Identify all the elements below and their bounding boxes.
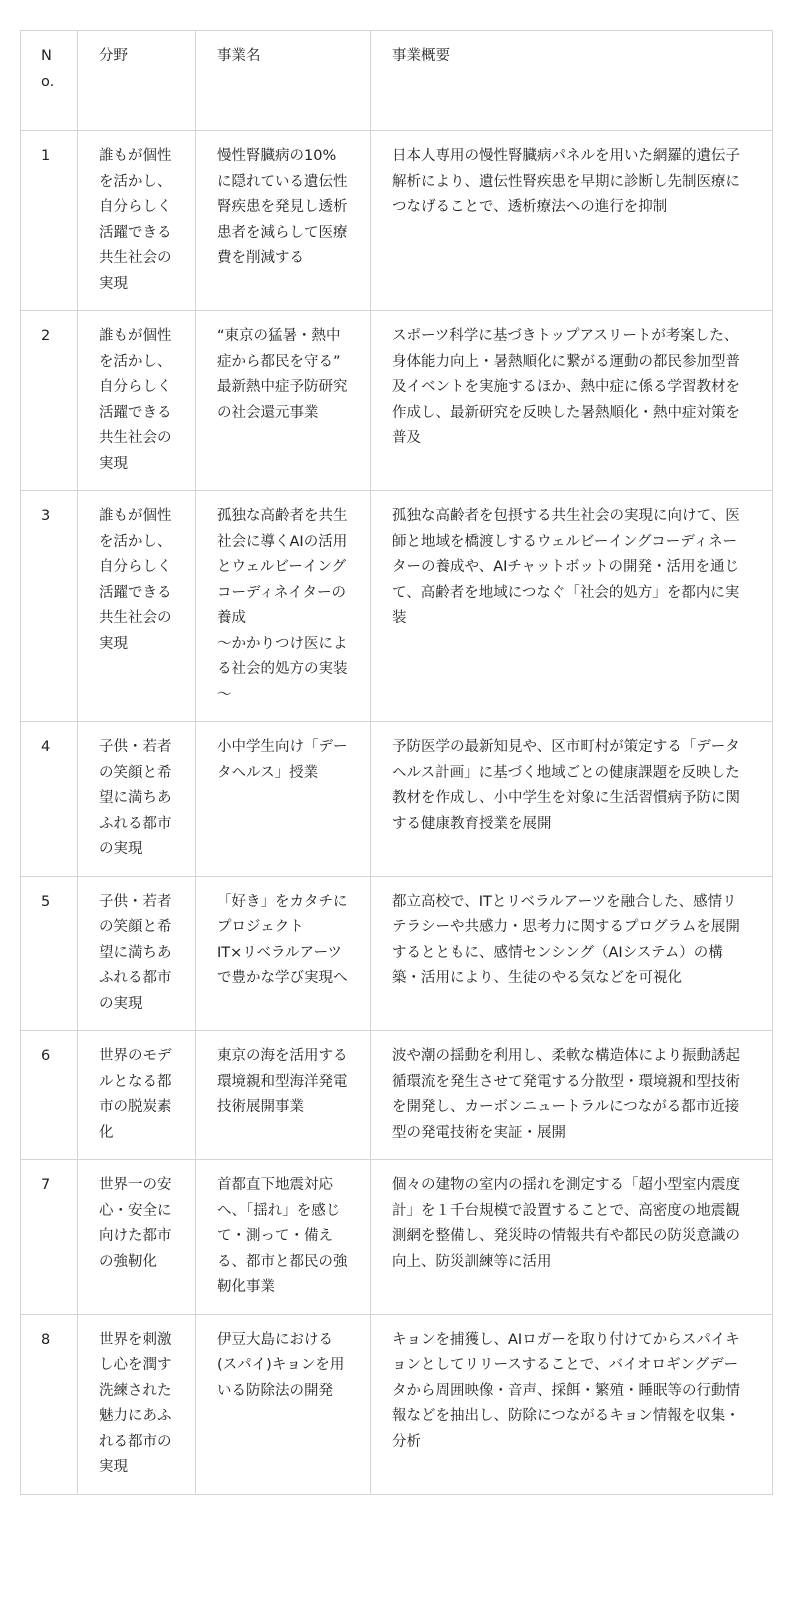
project-name-line: IT×リベラルアーツで豊かな学び実現へ bbox=[217, 944, 348, 986]
project-name-line: 首都直下地震対応へ、「揺れ」を感じて・測って・備える、都市と都民の強靭化事業 bbox=[217, 1177, 348, 1295]
row-project-name bbox=[196, 1160, 371, 1315]
table-row bbox=[21, 131, 773, 311]
row-project-name bbox=[196, 1031, 371, 1160]
row-project-name bbox=[196, 491, 371, 722]
row-project-summary: 日本人専用の慢性腎臓病パネルを用いた網羅的遺伝子解析により、遺伝性腎疾患を早期に診断し先制医療につなげることで、透析療法への進行を抑制 bbox=[371, 131, 773, 311]
row-number: 7 bbox=[21, 1160, 78, 1315]
project-name-line: “東京の猛暑・熱中症から都民を守る” bbox=[217, 328, 341, 370]
row-field: 子供・若者の笑顔と希望に満ちあふれる都市の実現 bbox=[78, 876, 196, 1031]
header-field: 分野 bbox=[78, 31, 196, 131]
project-name-line: 東京の海を活用する環境親和型海洋発電技術展開事業 bbox=[217, 1048, 348, 1115]
table-row bbox=[21, 491, 773, 722]
row-project-name bbox=[196, 1314, 371, 1494]
row-number: 2 bbox=[21, 311, 78, 491]
project-name-line: 最新熱中症予防研究の社会還元事業 bbox=[217, 379, 348, 421]
row-project-summary: スポーツ科学に基づきトップアスリートが考案した、身体能力向上・暑熱順化に繋がる運動の都民参加型普及イベントを実施するほか、熱中症に係る学習教材を作成し、最新研究を反映した暑熱順化・熱中症対策を普及 bbox=[371, 311, 773, 491]
project-table-container bbox=[20, 30, 772, 1495]
project-name-line: 慢性腎臓病の10%に隠れている遺伝性腎疾患を発見し透析患者を減らして医療費を削減する bbox=[217, 148, 348, 266]
row-field: 誰もが個性を活かし、自分らしく活躍できる共生社会の実現 bbox=[78, 131, 196, 311]
row-field: 誰もが個性を活かし、自分らしく活躍できる共生社会の実現 bbox=[78, 311, 196, 491]
header-no: No. bbox=[21, 31, 78, 131]
project-name-line: 「好き」をカタチにプロジェクト bbox=[217, 893, 348, 935]
table-body bbox=[21, 131, 773, 1495]
row-project-summary: 孤独な高齢者を包摂する共生社会の実現に向けて、医師と地域を橋渡しするウェルビーイングコーディネーターの養成や、AIチャットボットの開発・活用を通じて、高齢者を地域につなぐ「社会的処方」を都内に実装 bbox=[371, 491, 773, 722]
project-table bbox=[20, 30, 773, 1495]
row-number: 6 bbox=[21, 1031, 78, 1160]
row-number: 1 bbox=[21, 131, 78, 311]
table-row bbox=[21, 1031, 773, 1160]
table-row bbox=[21, 876, 773, 1031]
table-row bbox=[21, 1314, 773, 1494]
header-project-name: 事業名 bbox=[196, 31, 371, 131]
row-project-summary: 個々の建物の室内の揺れを測定する「超小型室内震度計」を１千台規模で設置することで、高密度の地震観測網を整備し、発災時の情報共有や都民の防災意識の向上、防災訓練等に活用 bbox=[371, 1160, 773, 1315]
project-name-line: ～かかりつけ医による社会的処方の実装～ bbox=[217, 635, 348, 703]
row-field: 世界一の安心・安全に向けた都市の強靭化 bbox=[78, 1160, 196, 1315]
row-field: 世界のモデルとなる都市の脱炭素化 bbox=[78, 1031, 196, 1160]
row-project-name bbox=[196, 311, 371, 491]
row-project-name bbox=[196, 722, 371, 877]
table-row bbox=[21, 1160, 773, 1315]
row-project-name bbox=[196, 131, 371, 311]
row-project-summary: 都立高校で、ITとリベラルアーツを融合した、感情リテラシーや共感力・思考力に関するプログラムを展開するとともに、感情センシング（AIシステム）の構築・活用により、生徒のやる気などを可視化 bbox=[371, 876, 773, 1031]
table-header-row bbox=[21, 31, 773, 131]
row-number: 8 bbox=[21, 1314, 78, 1494]
row-project-summary: 波や潮の揺動を利用し、柔軟な構造体により振動誘起循環流を発生させて発電する分散型・環境親和型技術を開発し、カーボンニュートラルにつながる都市近接型の発電技術を実証・展開 bbox=[371, 1031, 773, 1160]
row-number: 5 bbox=[21, 876, 78, 1031]
project-name-line: 小中学生向け「データヘルス」授業 bbox=[217, 739, 348, 781]
project-name-line: 孤独な高齢者を共生社会に導くAIの活用とウェルビーイングコーディネイターの養成 bbox=[217, 508, 348, 626]
table-row bbox=[21, 311, 773, 491]
row-project-summary: キョンを捕獲し、AIロガーを取り付けてからスパイキョンとしてリリースすることで、バイオロギングデータから周囲映像・音声、採餌・繁殖・睡眠等の行動情報などを抽出し、防除につながるキョン情報を収集・分析 bbox=[371, 1314, 773, 1494]
row-number: 3 bbox=[21, 491, 78, 722]
row-field: 世界を刺激し心を潤す洗練された魅力にあふれる都市の実現 bbox=[78, 1314, 196, 1494]
table-row bbox=[21, 722, 773, 877]
project-name-line: 伊豆大島における(スパイ)キョンを用いる防除法の開発 bbox=[217, 1331, 345, 1399]
row-project-summary: 予防医学の最新知見や、区市町村が策定する「データヘルス計画」に基づく地域ごとの健康課題を反映した教材を作成し、小中学生を対象に生活習慣病予防に関する健康教育授業を展開 bbox=[371, 722, 773, 877]
row-field: 子供・若者の笑顔と希望に満ちあふれる都市の実現 bbox=[78, 722, 196, 877]
row-number: 4 bbox=[21, 722, 78, 877]
header-project-summary: 事業概要 bbox=[371, 31, 773, 131]
row-project-name bbox=[196, 876, 371, 1031]
row-field: 誰もが個性を活かし、自分らしく活躍できる共生社会の実現 bbox=[78, 491, 196, 722]
